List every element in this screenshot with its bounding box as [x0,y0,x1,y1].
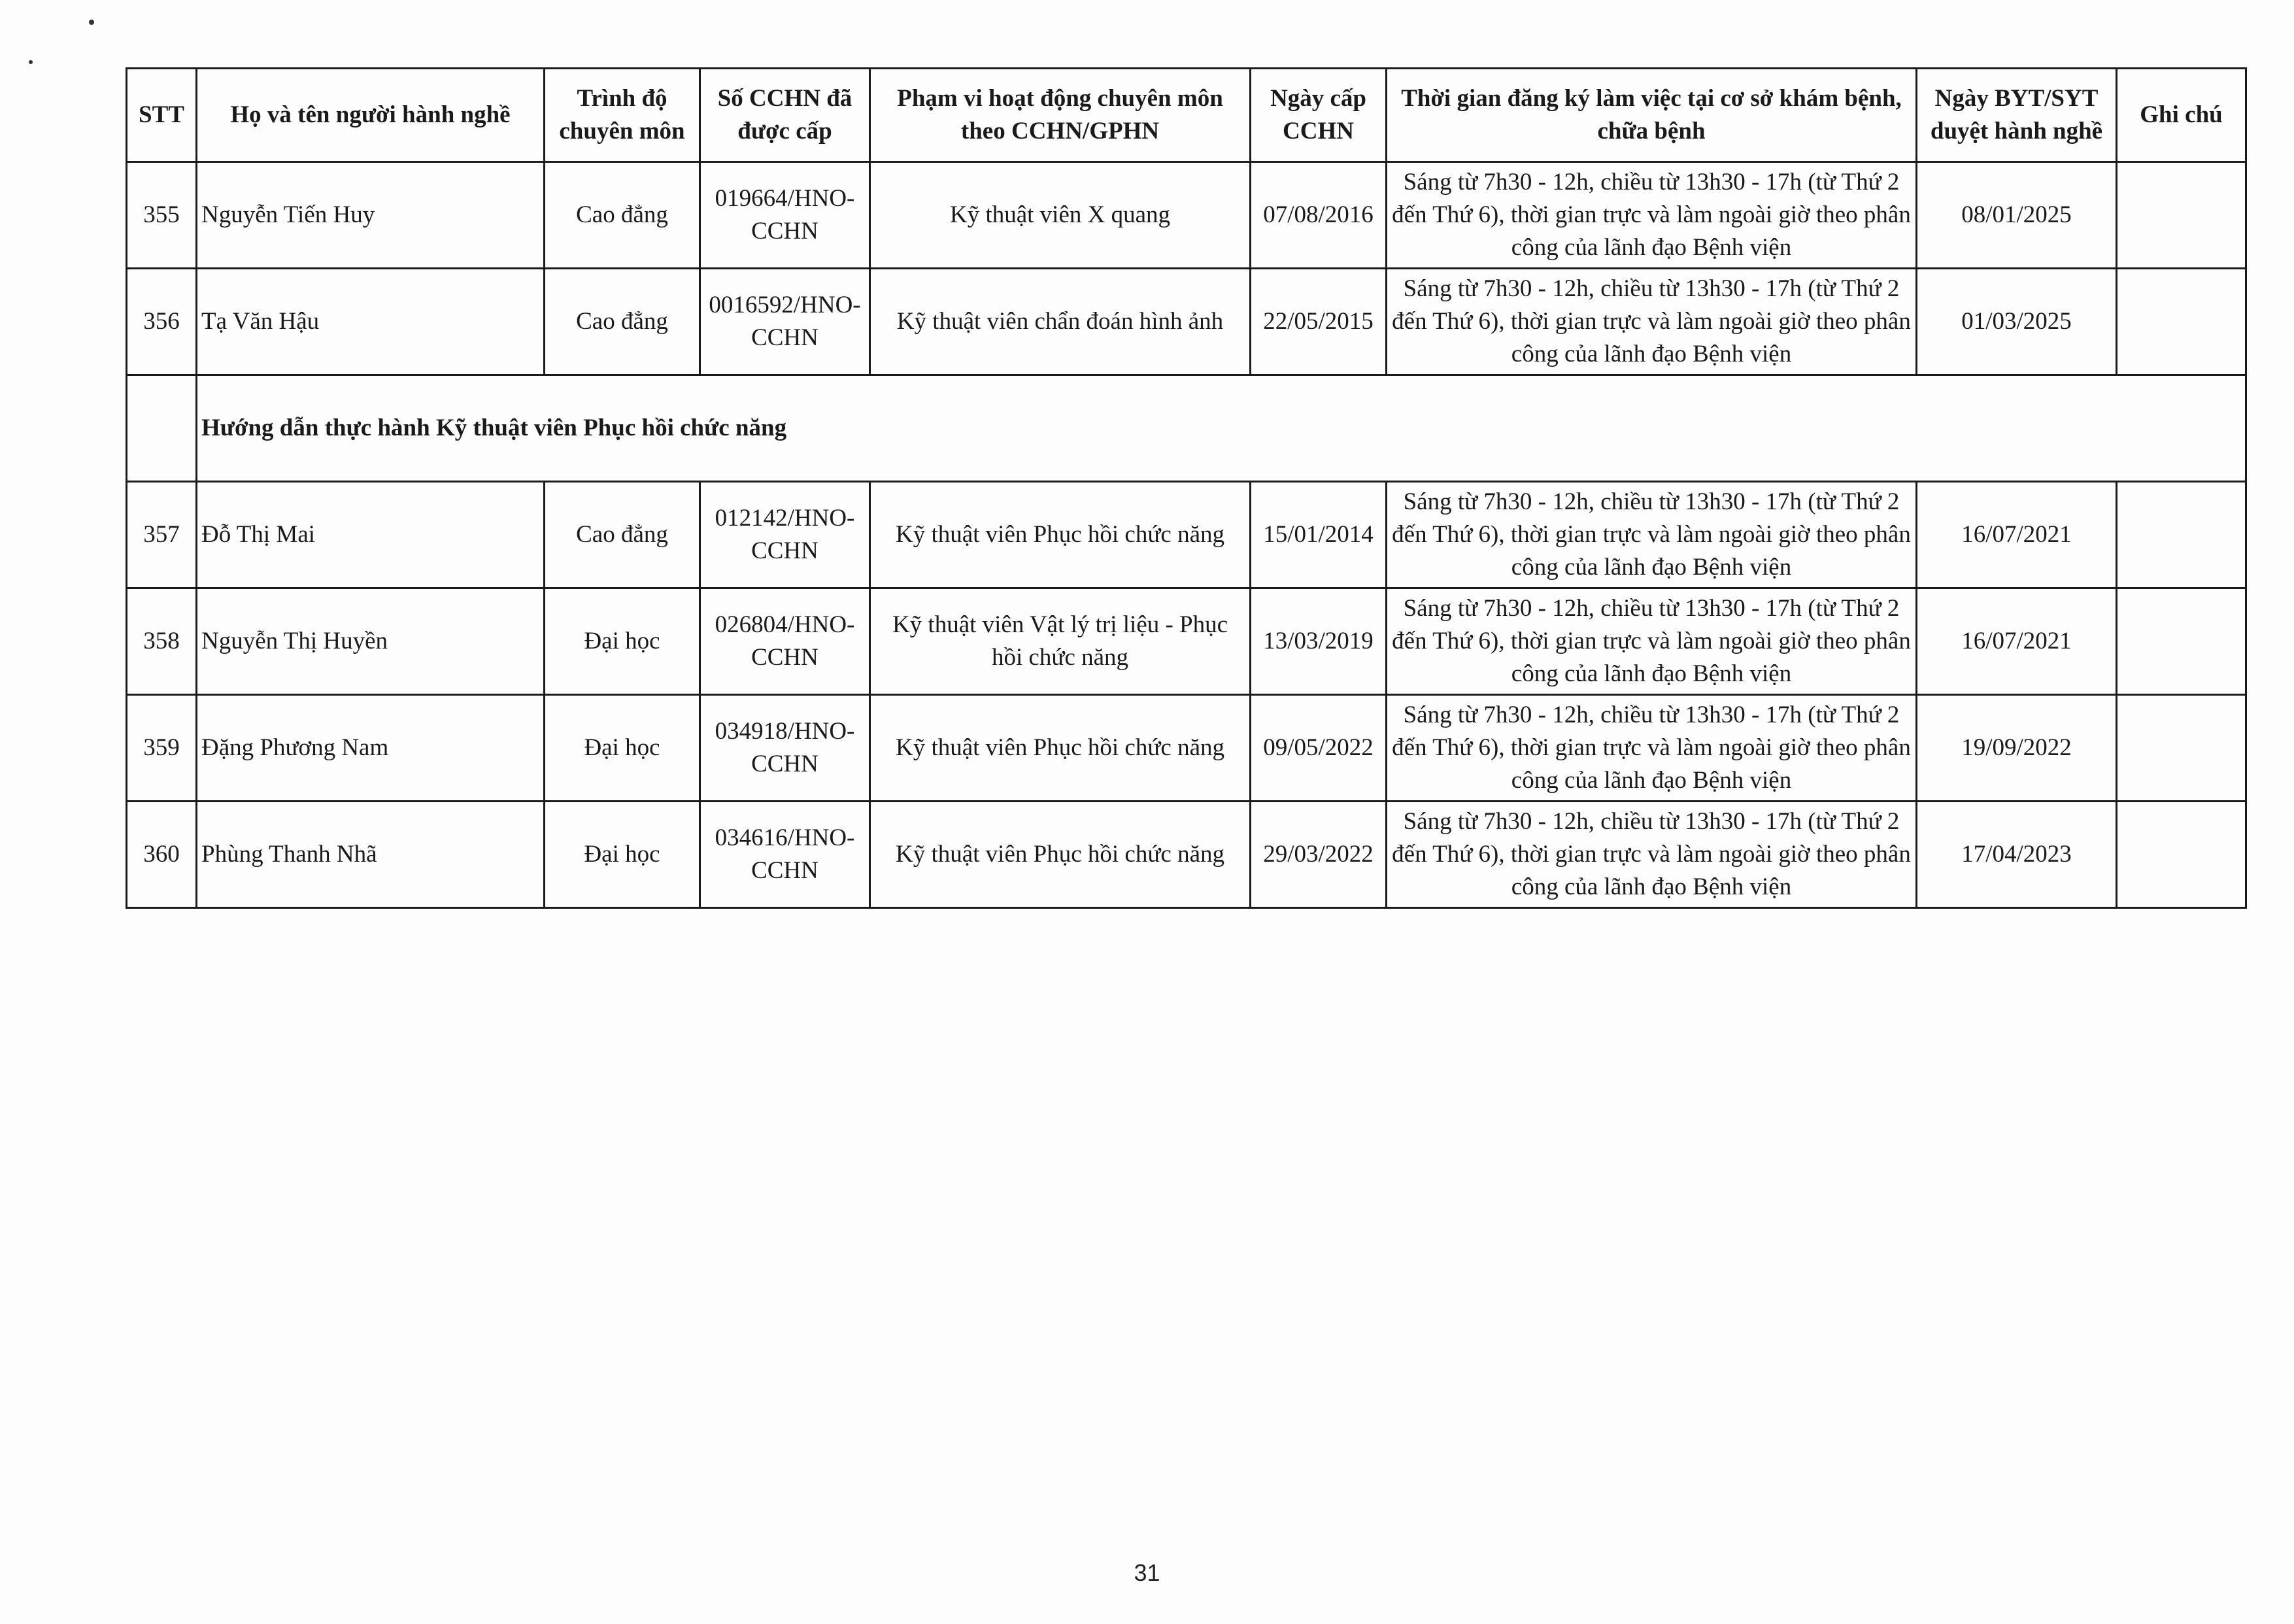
cell-approve-date: 17/04/2023 [1917,802,2117,908]
official-stamp [2184,771,2294,1020]
cell-name: Tạ Văn Hậu [197,269,545,375]
cell-stt: 358 [127,588,197,695]
cell-scope: Kỹ thuật viên Phục hồi chức năng [870,695,1251,802]
header-approve-date: Ngày BYT/SYT duyệt hành nghề [1917,69,2117,162]
cell-work-time: Sáng từ 7h30 - 12h, chiều từ 13h30 - 17h (từ Thứ 2 đến Thứ 6), thời gian trực và làm ngoài giờ theo phân công của lãnh đạo Bệnh viện [1387,482,1917,588]
cell-cert-no: 034616/HNO-CCHN [700,802,870,908]
cell-scope: Kỹ thuật viên X quang [870,162,1251,269]
scan-speck [89,20,94,25]
cell-work-time: Sáng từ 7h30 - 12h, chiều từ 13h30 - 17h (từ Thứ 2 đến Thứ 6), thời gian trực và làm ngoài giờ theo phân công của lãnh đạo Bệnh viện [1387,162,1917,269]
header-cert-no: Số CCHN đã được cấp [700,69,870,162]
cell-work-time: Sáng từ 7h30 - 12h, chiều từ 13h30 - 17h (từ Thứ 2 đến Thứ 6), thời gian trực và làm ngoài giờ theo phân công của lãnh đạo Bệnh viện [1387,695,1917,802]
cell-level: Cao đẳng [545,162,700,269]
cell-name: Đỗ Thị Mai [197,482,545,588]
cell-cert-no: 012142/HNO-CCHN [700,482,870,588]
scan-speck [29,60,33,64]
header-scope: Phạm vi hoạt động chuyên môn theo CCHN/GPHN [870,69,1251,162]
table-row [127,482,2246,588]
cell-work-time: Sáng từ 7h30 - 12h, chiều từ 13h30 - 17h (từ Thứ 2 đến Thứ 6), thời gian trực và làm ngoài giờ theo phân công của lãnh đạo Bệnh viện [1387,802,1917,908]
cell-stt: 355 [127,162,197,269]
cell-work-time: Sáng từ 7h30 - 12h, chiều từ 13h30 - 17h (từ Thứ 2 đến Thứ 6), thời gian trực và làm ngoài giờ theo phân công của lãnh đạo Bệnh viện [1387,269,1917,375]
header-work-time: Thời gian đăng ký làm việc tại cơ sở khám bệnh, chữa bệnh [1387,69,1917,162]
cell-level: Đại học [545,695,700,802]
cell-level: Đại học [545,588,700,695]
table-row [127,269,2246,375]
table-row [127,162,2246,269]
cell-cert-no: 034918/HNO-CCHN [700,695,870,802]
section-stt-cell [127,375,197,482]
header-stt: STT [127,69,197,162]
cell-work-time: Sáng từ 7h30 - 12h, chiều từ 13h30 - 17h (từ Thứ 2 đến Thứ 6), thời gian trực và làm ngoài giờ theo phân công của lãnh đạo Bệnh viện [1387,588,1917,695]
cell-scope: Kỹ thuật viên Phục hồi chức năng [870,482,1251,588]
cell-issue-date: 07/08/2016 [1251,162,1387,269]
cell-name: Đặng Phương Nam [197,695,545,802]
table-row [127,802,2246,908]
cell-note [2117,162,2246,269]
cell-approve-date: 19/09/2022 [1917,695,2117,802]
cell-issue-date: 22/05/2015 [1251,269,1387,375]
cell-scope: Kỹ thuật viên Vật lý trị liệu - Phục hồi chức năng [870,588,1251,695]
cell-level: Đại học [545,802,700,908]
section-row [127,375,2246,482]
section-title: Hướng dẫn thực hành Kỹ thuật viên Phục hồi chức năng [197,375,2246,482]
page-number: 31 [1134,1559,1160,1586]
cell-scope: Kỹ thuật viên chẩn đoán hình ảnh [870,269,1251,375]
cell-issue-date: 15/01/2014 [1251,482,1387,588]
cell-stt: 357 [127,482,197,588]
cell-approve-date: 16/07/2021 [1917,482,2117,588]
cell-stt: 360 [127,802,197,908]
cell-issue-date: 13/03/2019 [1251,588,1387,695]
cell-scope: Kỹ thuật viên Phục hồi chức năng [870,802,1251,908]
cell-issue-date: 29/03/2022 [1251,802,1387,908]
cell-cert-no: 0016592/HNO-CCHN [700,269,870,375]
table-header-row [127,69,2246,162]
header-level: Trình độ chuyên môn [545,69,700,162]
cell-approve-date: 08/01/2025 [1917,162,2117,269]
cell-stt: 356 [127,269,197,375]
cell-cert-no: 019664/HNO-CCHN [700,162,870,269]
cell-cert-no: 026804/HNO-CCHN [700,588,870,695]
cell-note [2117,588,2246,695]
cell-level: Cao đẳng [545,482,700,588]
header-name: Họ và tên người hành nghề [197,69,545,162]
cell-stt: 359 [127,695,197,802]
cell-name: Nguyễn Tiến Huy [197,162,545,269]
header-note: Ghi chú [2117,69,2246,162]
table-row [127,695,2246,802]
table-row [127,588,2246,695]
cell-note [2117,482,2246,588]
cell-approve-date: 01/03/2025 [1917,269,2117,375]
cell-name: Phùng Thanh Nhã [197,802,545,908]
cell-note [2117,269,2246,375]
cell-approve-date: 16/07/2021 [1917,588,2117,695]
cell-issue-date: 09/05/2022 [1251,695,1387,802]
cell-name: Nguyễn Thị Huyền [197,588,545,695]
practitioner-table [126,67,2247,909]
cell-level: Cao đẳng [545,269,700,375]
header-issue-date: Ngày cấp CCHN [1251,69,1387,162]
